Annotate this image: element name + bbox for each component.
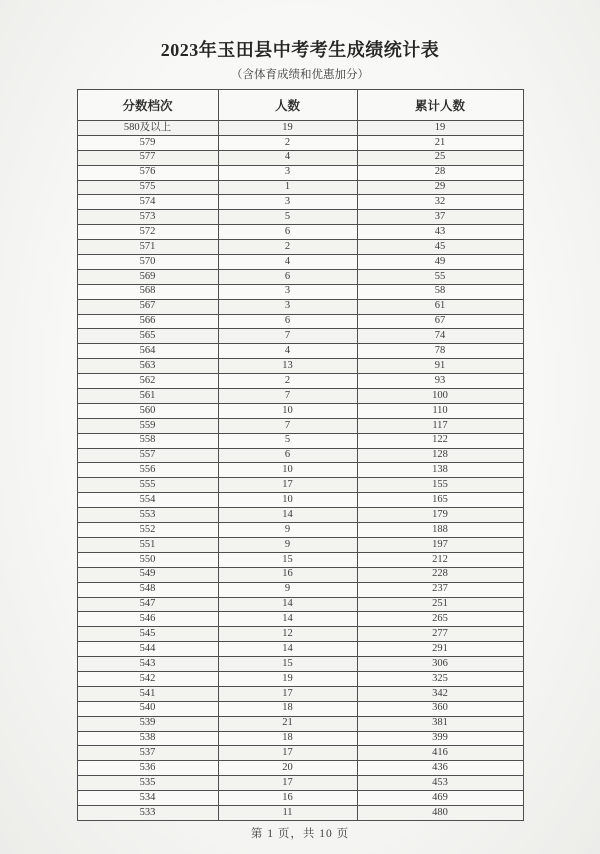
table-cell: 78 <box>357 344 523 359</box>
table-row <box>77 180 523 195</box>
table-cell: 15 <box>218 657 357 672</box>
table-cell: 547 <box>77 597 218 612</box>
table-row <box>77 582 523 597</box>
table-row <box>77 210 523 225</box>
header-row <box>77 90 523 121</box>
table-row <box>77 359 523 374</box>
table-cell: 13 <box>218 359 357 374</box>
table-cell: 5 <box>218 210 357 225</box>
table-cell: 21 <box>218 716 357 731</box>
table-cell: 540 <box>77 701 218 716</box>
table-cell: 2 <box>218 374 357 389</box>
table-row <box>77 448 523 463</box>
table-cell: 381 <box>357 716 523 731</box>
table-cell: 580及以上 <box>77 121 218 136</box>
table-cell: 14 <box>218 612 357 627</box>
table-row <box>77 255 523 270</box>
header-score-level: 分数档次 <box>77 90 218 121</box>
table-cell: 45 <box>357 240 523 255</box>
table-row <box>77 642 523 657</box>
table-cell: 538 <box>77 731 218 746</box>
table-row <box>77 627 523 642</box>
table-row <box>77 791 523 806</box>
table-cell: 11 <box>218 805 357 820</box>
table-cell: 58 <box>357 284 523 299</box>
table-row <box>77 597 523 612</box>
table-cell: 19 <box>218 121 357 136</box>
table-cell: 32 <box>357 195 523 210</box>
table-row <box>77 240 523 255</box>
table-row <box>77 135 523 150</box>
table-row <box>77 225 523 240</box>
table-row <box>77 418 523 433</box>
table-cell: 3 <box>218 284 357 299</box>
table-cell: 55 <box>357 269 523 284</box>
table-cell: 14 <box>218 508 357 523</box>
table-cell: 568 <box>77 284 218 299</box>
table-cell: 12 <box>218 627 357 642</box>
table-cell: 539 <box>77 716 218 731</box>
table-cell: 574 <box>77 195 218 210</box>
table-cell: 20 <box>218 761 357 776</box>
table-cell: 536 <box>77 761 218 776</box>
table-cell: 549 <box>77 567 218 582</box>
table-row <box>77 746 523 761</box>
table-row <box>77 463 523 478</box>
table-cell: 100 <box>357 389 523 404</box>
table-cell: 10 <box>218 493 357 508</box>
table-cell: 1 <box>218 180 357 195</box>
table-cell: 453 <box>357 776 523 791</box>
table-cell: 577 <box>77 150 218 165</box>
table-cell: 7 <box>218 418 357 433</box>
table-cell: 28 <box>357 165 523 180</box>
table-cell: 9 <box>218 523 357 538</box>
table-cell: 15 <box>218 552 357 567</box>
table-row <box>77 344 523 359</box>
table-cell: 122 <box>357 433 523 448</box>
table-cell: 10 <box>218 403 357 418</box>
table-cell: 74 <box>357 329 523 344</box>
table-cell: 563 <box>77 359 218 374</box>
table-row <box>77 403 523 418</box>
table-cell: 251 <box>357 597 523 612</box>
header-cumulative-count: 累计人数 <box>357 90 523 121</box>
table-cell: 542 <box>77 671 218 686</box>
table-row <box>77 701 523 716</box>
table-row <box>77 686 523 701</box>
table-row <box>77 552 523 567</box>
table-cell: 17 <box>218 776 357 791</box>
table-cell: 110 <box>357 403 523 418</box>
table-row <box>77 433 523 448</box>
table-row <box>77 805 523 820</box>
table-cell: 6 <box>218 314 357 329</box>
table-cell: 21 <box>357 135 523 150</box>
table-cell: 237 <box>357 582 523 597</box>
table-cell: 197 <box>357 537 523 552</box>
table-cell: 29 <box>357 180 523 195</box>
table-cell: 562 <box>77 374 218 389</box>
table-cell: 576 <box>77 165 218 180</box>
table-row <box>77 716 523 731</box>
table-cell: 2 <box>218 240 357 255</box>
table-cell: 37 <box>357 210 523 225</box>
table-cell: 128 <box>357 448 523 463</box>
table-cell: 544 <box>77 642 218 657</box>
table-row <box>77 508 523 523</box>
table-cell: 541 <box>77 686 218 701</box>
table-row <box>77 671 523 686</box>
table-cell: 551 <box>77 537 218 552</box>
table-cell: 67 <box>357 314 523 329</box>
page-number-footer: 第 1 页，共 10 页 <box>250 828 350 840</box>
table-cell: 469 <box>357 791 523 806</box>
table-row <box>77 284 523 299</box>
table-cell: 554 <box>77 493 218 508</box>
table-cell: 559 <box>77 418 218 433</box>
table-cell: 570 <box>77 255 218 270</box>
table-cell: 3 <box>218 165 357 180</box>
score-table-header <box>77 90 523 121</box>
table-cell: 6 <box>218 448 357 463</box>
table-cell: 17 <box>218 746 357 761</box>
table-cell: 558 <box>77 433 218 448</box>
table-row <box>77 329 523 344</box>
table-row <box>77 731 523 746</box>
table-cell: 7 <box>218 389 357 404</box>
table-cell: 550 <box>77 552 218 567</box>
table-row <box>77 150 523 165</box>
table-row <box>77 493 523 508</box>
page-subtitle: （含体育成绩和优惠加分） <box>231 69 369 81</box>
table-cell: 19 <box>357 121 523 136</box>
table-cell: 93 <box>357 374 523 389</box>
table-cell: 14 <box>218 642 357 657</box>
table-cell: 553 <box>77 508 218 523</box>
table-cell: 545 <box>77 627 218 642</box>
table-row <box>77 195 523 210</box>
table-cell: 9 <box>218 537 357 552</box>
table-cell: 575 <box>77 180 218 195</box>
table-cell: 117 <box>357 418 523 433</box>
table-cell: 567 <box>77 299 218 314</box>
table-row <box>77 389 523 404</box>
table-cell: 291 <box>357 642 523 657</box>
table-row <box>77 269 523 284</box>
table-cell: 7 <box>218 329 357 344</box>
table-row <box>77 537 523 552</box>
table-cell: 306 <box>357 657 523 672</box>
table-cell: 16 <box>218 791 357 806</box>
table-cell: 179 <box>357 508 523 523</box>
table-cell: 566 <box>77 314 218 329</box>
table-cell: 9 <box>218 582 357 597</box>
table-cell: 43 <box>357 225 523 240</box>
table-cell: 557 <box>77 448 218 463</box>
table-cell: 571 <box>77 240 218 255</box>
table-cell: 3 <box>218 299 357 314</box>
table-cell: 155 <box>357 478 523 493</box>
table-row <box>77 374 523 389</box>
table-cell: 543 <box>77 657 218 672</box>
table-row <box>77 478 523 493</box>
score-table-body <box>77 121 523 821</box>
table-cell: 4 <box>218 150 357 165</box>
table-row <box>77 523 523 538</box>
table-cell: 91 <box>357 359 523 374</box>
table-cell: 3 <box>218 195 357 210</box>
table-cell: 61 <box>357 299 523 314</box>
table-cell: 533 <box>77 805 218 820</box>
table-cell: 564 <box>77 344 218 359</box>
score-table <box>77 89 524 821</box>
table-cell: 4 <box>218 344 357 359</box>
table-cell: 25 <box>357 150 523 165</box>
table-cell: 555 <box>77 478 218 493</box>
table-row <box>77 121 523 136</box>
table-cell: 17 <box>218 686 357 701</box>
table-row <box>77 612 523 627</box>
table-cell: 14 <box>218 597 357 612</box>
table-cell: 573 <box>77 210 218 225</box>
page-title: 2023年玉田县中考考生成绩统计表 <box>160 40 440 60</box>
table-cell: 188 <box>357 523 523 538</box>
table-cell: 535 <box>77 776 218 791</box>
table-cell: 10 <box>218 463 357 478</box>
table-cell: 138 <box>357 463 523 478</box>
table-cell: 561 <box>77 389 218 404</box>
table-cell: 572 <box>77 225 218 240</box>
table-cell: 342 <box>357 686 523 701</box>
table-cell: 569 <box>77 269 218 284</box>
table-cell: 2 <box>218 135 357 150</box>
table-cell: 6 <box>218 269 357 284</box>
table-cell: 228 <box>357 567 523 582</box>
table-row <box>77 314 523 329</box>
table-row <box>77 776 523 791</box>
table-cell: 416 <box>357 746 523 761</box>
table-row <box>77 761 523 776</box>
table-row <box>77 299 523 314</box>
table-cell: 552 <box>77 523 218 538</box>
table-cell: 18 <box>218 731 357 746</box>
table-cell: 165 <box>357 493 523 508</box>
table-cell: 277 <box>357 627 523 642</box>
table-cell: 16 <box>218 567 357 582</box>
table-row <box>77 657 523 672</box>
table-cell: 436 <box>357 761 523 776</box>
table-cell: 537 <box>77 746 218 761</box>
table-cell: 4 <box>218 255 357 270</box>
table-row <box>77 567 523 582</box>
header-count: 人数 <box>218 90 357 121</box>
table-cell: 5 <box>218 433 357 448</box>
table-cell: 560 <box>77 403 218 418</box>
table-cell: 480 <box>357 805 523 820</box>
table-cell: 546 <box>77 612 218 627</box>
table-cell: 17 <box>218 478 357 493</box>
table-cell: 548 <box>77 582 218 597</box>
table-cell: 534 <box>77 791 218 806</box>
table-cell: 212 <box>357 552 523 567</box>
table-cell: 6 <box>218 225 357 240</box>
table-cell: 49 <box>357 255 523 270</box>
table-cell: 579 <box>77 135 218 150</box>
table-cell: 265 <box>357 612 523 627</box>
table-cell: 18 <box>218 701 357 716</box>
table-cell: 556 <box>77 463 218 478</box>
table-cell: 399 <box>357 731 523 746</box>
table-cell: 19 <box>218 671 357 686</box>
table-cell: 325 <box>357 671 523 686</box>
table-cell: 565 <box>77 329 218 344</box>
table-row <box>77 165 523 180</box>
table-cell: 360 <box>357 701 523 716</box>
